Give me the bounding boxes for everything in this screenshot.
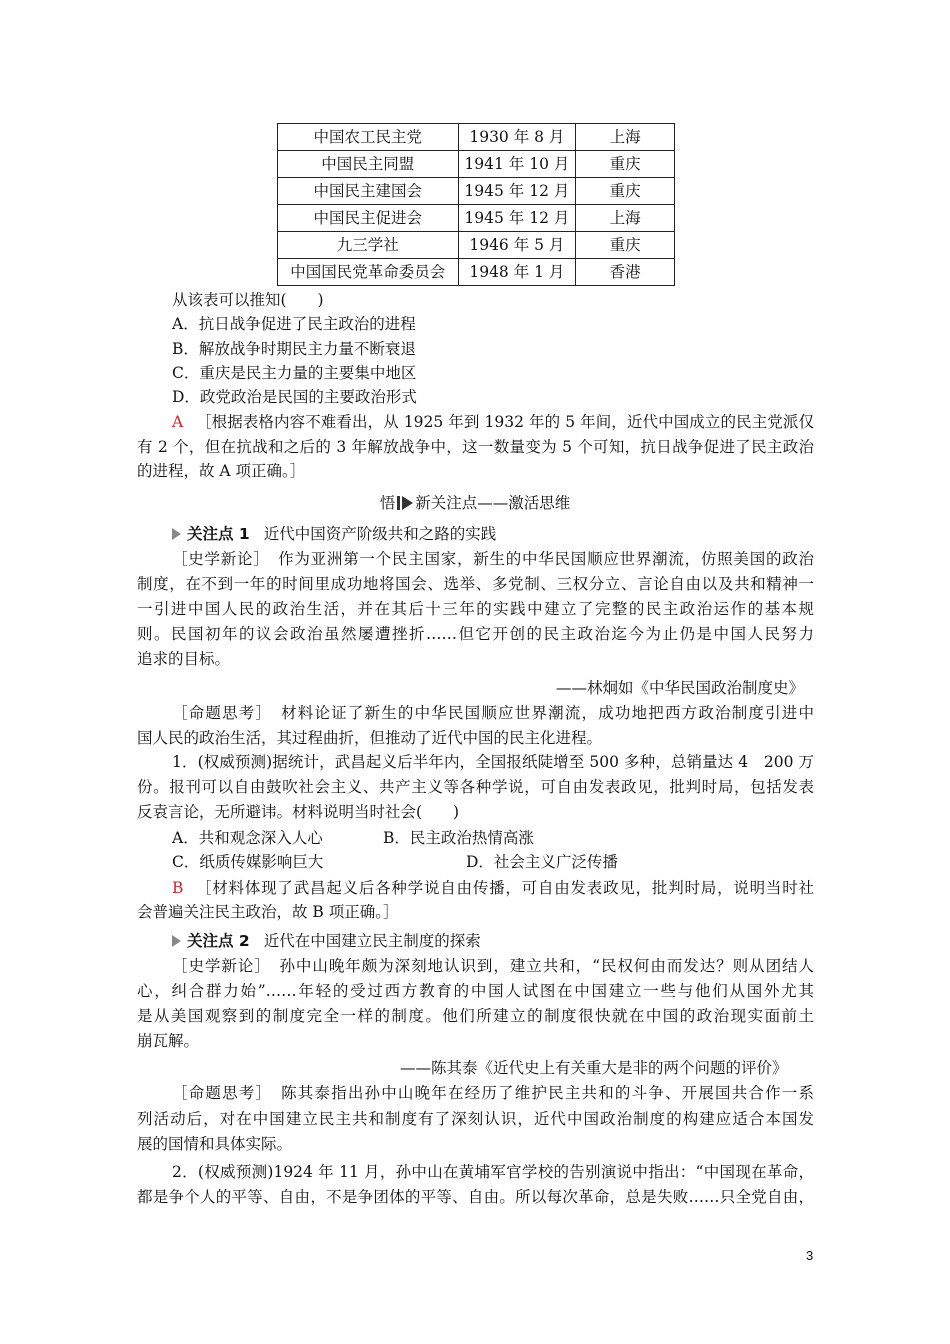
section-bar-icon [397,496,400,510]
option-a: A．抗日战争促进了民主政治的进程 [172,315,416,333]
table-cell: 1945 年 12 月 [458,205,576,232]
triangle-icon [172,935,181,947]
option-b: B．民主政治热情高涨 [383,829,534,847]
answer-explanation-line: 会普遍关注民主政治，故 B 项正确。］ [137,903,399,921]
table-row [278,259,675,286]
focus-title: 近代中国资产阶级共和之路的实践 [263,525,497,543]
option-b: B．解放战争时期民主力量不断衰退 [172,340,416,358]
option-c: C．重庆是民主力量的主要集中地区 [172,364,417,382]
table-cell: 中国民主同盟 [278,151,459,178]
table-cell: 1948 年 1 月 [458,259,576,286]
table-cell: 重庆 [576,178,675,205]
table-cell: 重庆 [576,232,675,259]
answer-explanation-line: ［材料体现了武昌起义后各种学说自由传播，可自由发表政见，批判时局，说明当时社 [196,879,814,897]
option-c: C．纸质传媒影响巨大 [172,853,324,871]
option-a: A．共和观念深入人心 [172,829,323,847]
question-line: 2．(权威预测)1924 年 11 月，孙中山在黄埔军官学校的告别演说中指出：“中国现在革命， [172,1163,814,1181]
parties-table [277,123,675,286]
sikao-line: 国人民的政治生活，其过程曲折，但推动了近代中国的民主化进程。 [137,729,603,747]
section-heading-char: 悟 [379,494,396,512]
sikao-line: 展的国情和具体实际。 [137,1135,293,1153]
xinlun-line: 心，纠合群力始”……年轻的受过西方教育的中国人试图在中国建立一些与他们从国外尤其 [137,982,814,1000]
table-cell: 九三学社 [278,232,459,259]
question-line: 份。报刊可以自由鼓吹社会主义、共产主义等各种学说，可自由发表政见，批判时局，包括发表 [137,778,814,796]
table-cell: 中国国民党革命委员会 [278,259,459,286]
table-cell: 1941 年 10 月 [458,151,576,178]
quote-source: ——陈其泰《近代史上有关重大是非的两个问题的评价》 [400,1059,788,1077]
focus-heading-1 [172,523,496,545]
question-line: 反袁言论，无所避讳。材料说明当时社会( ) [137,803,460,821]
xinlun-line: 制度，在不到一年的时间里成功地将国会、选举、多党制、三权分立、言论自由以及共和精神一 [137,575,814,593]
xinlun-line: 一引进中国人民的政治生活，并在其后十三年的实践中建立了完整的民主政治运作的基本规 [137,600,814,618]
sikao-line: ［命题思考］ 陈其泰指出孙中山晚年在经历了维护民主共和的斗争、开展国共合作一系 [172,1084,814,1102]
table-cell: 中国农工民主党 [278,124,459,151]
question-stem: 从该表可以推知( ) [172,291,324,309]
quote-source: ——林炯如《中华民国政治制度史》 [556,679,805,697]
xinlun-line: 是从美国观察到的制度完全一样的制度。他们所建立的制度很快就在中国的政治现实面前土 [137,1007,814,1025]
answer-explanation-line: 的进程，故 A 项正确。］ [137,462,306,480]
focus-heading-2 [172,930,481,952]
question-line: 都是争个人的平等、自由，不是争团体的平等、自由。所以每次革命，总是失败……只全党自由， [137,1188,814,1206]
table-cell: 1930 年 8 月 [458,124,576,151]
table-cell: 重庆 [576,151,675,178]
table-cell: 上海 [576,205,675,232]
table-row [278,178,675,205]
table-row [278,205,675,232]
xinlun-line: 追求的目标。 [137,650,231,668]
focus-title: 近代在中国建立民主制度的探索 [263,932,481,950]
xinlun-line: ［史学新论］ 孙中山晚年颇为深刻地认识到，建立共和，“民权何由而发达？则从团结人 [172,957,814,975]
section-heading [0,492,950,514]
table-cell: 1945 年 12 月 [458,178,576,205]
option-d: D．政党政治是民国的主要政治形式 [172,388,417,406]
table-cell: 1946 年 5 月 [458,232,576,259]
answer-letter: B [172,879,184,897]
table-row [278,124,675,151]
table-row [278,151,675,178]
table-cell: 香港 [576,259,675,286]
focus-label: 关注点 2 [187,932,250,950]
question-line: 1．(权威预测)据统计，武昌起义后半年内，全国报纸陡增至 500 多种，总销量达 4 200 万 [172,753,814,771]
table-row [278,232,675,259]
page-number: 3 [806,1248,814,1263]
xinlun-line: ［史学新论］ 作为亚洲第一个民主国家，新生的中华民国顺应世界潮流，仿照美国的政治 [172,550,814,568]
section-heading-text: 新关注点——激活思维 [415,494,571,512]
xinlun-line: 则。民国初年的议会政治虽然屡遭挫折……但它开创的民主政治迄今为止仍是中国人民努力 [137,625,814,643]
focus-label: 关注点 1 [187,525,250,543]
sikao-line: ［命题思考］ 材料论证了新生的中华民国顺应世界潮流，成功地把西方政治制度引进中 [172,704,814,722]
option-d: D．社会主义广泛传播 [466,853,618,871]
sikao-line: 列活动后，对在中国建立民主共和制度有了深刻认识，近代中国政治制度的构建应适合本国发 [137,1110,814,1128]
table-cell: 上海 [576,124,675,151]
triangle-icon [172,528,181,540]
table-cell: 中国民主促进会 [278,205,459,232]
table-cell: 中国民主建国会 [278,178,459,205]
answer-explanation-line: ［根据表格内容不难看出，从 1925 年到 1932 年的 5 年间，近代中国成立的民主党派仅 [196,413,814,431]
answer-letter: A [172,413,184,431]
play-triangle-icon [402,496,413,510]
answer-explanation-line: 有 2 个，但在抗战和之后的 3 年解放战争中，这一数量变为 5 个可知，抗日战争促进了民主政治 [137,438,814,456]
xinlun-line: 崩瓦解。 [137,1032,200,1050]
